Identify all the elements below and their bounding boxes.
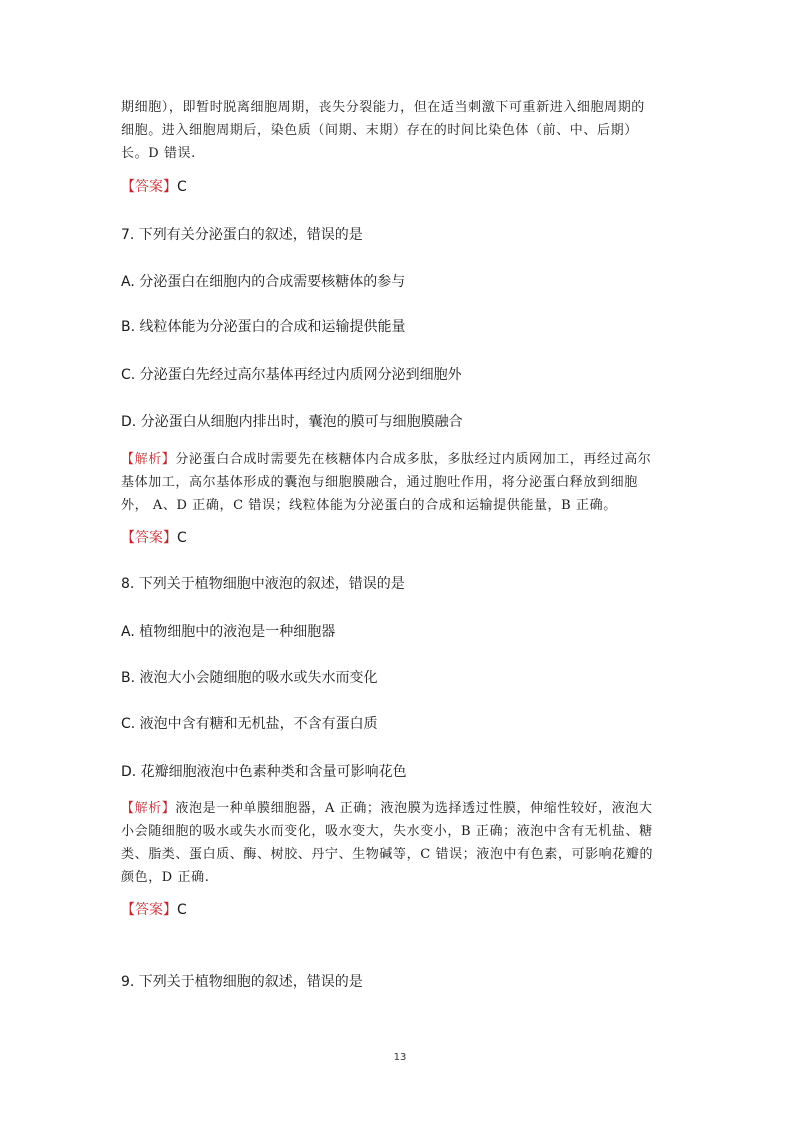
q7-analysis-line: 分泌蛋白合成时需要先在核糖体内合成多肽，多肽经过内质网加工，再经过高尔: [175, 452, 652, 467]
analysis-tag: 【解析】: [121, 452, 176, 467]
q7-stem: 7. 下列有关分泌蛋白的叙述，错误的是: [121, 227, 363, 243]
q8-analysis: [121, 797, 681, 889]
q7-option-b: B. 线粒体能为分泌蛋白的合成和运输提供能量: [121, 319, 406, 335]
q8-option-d: D. 花瓣细胞液泡中色素种类和含量可影响花色: [121, 764, 407, 780]
answer-tag: 【答案】: [121, 902, 177, 918]
prev-explanation-line: 细胞。进入细胞周期后，染色质（间期、末期）存在的时间比染色体（前、中、后期）: [121, 123, 638, 138]
answer-tag: 【答案】: [121, 530, 177, 546]
prev-explanation: [121, 96, 681, 165]
q7-analysis-line: 外， A、D 正确，C 错误；线粒体能为分泌蛋白的合成和运输提供能量，B 正确。: [121, 498, 617, 513]
q8-option-c: C. 液泡中含有糖和无机盐，不含有蛋白质: [121, 716, 378, 732]
answer-value: C: [177, 530, 187, 546]
analysis-tag: 【解析】: [121, 801, 176, 816]
prev-explanation-line: 期细胞），即暂时脱离细胞周期，丧失分裂能力，但在适当刺激下可重新进入细胞周期的: [121, 100, 645, 115]
q8-answer: [121, 899, 681, 919]
q8-option-b: B. 液泡大小会随细胞的吸水或失水而变化: [121, 670, 378, 686]
answer-tag: 【答案】: [121, 179, 177, 195]
page-number: 13: [393, 1052, 407, 1063]
q7-option-a: A. 分泌蛋白在细胞内的合成需要核糖体的参与: [121, 274, 406, 290]
answer-value: C: [177, 902, 187, 918]
q7-option-d: D. 分泌蛋白从细胞内排出时，囊泡的膜可与细胞膜融合: [121, 414, 463, 430]
answer-value: C: [177, 179, 187, 195]
q7-option-c: C. 分泌蛋白先经过高尔基体再经过内质网分泌到细胞外: [121, 367, 462, 383]
q7-analysis-line: 基体加工，高尔基体形成的囊泡与细胞膜融合，通过胞吐作用，将分泌蛋白释放到细胞: [121, 475, 638, 490]
q8-analysis-line: 颜色，D 正确.: [121, 870, 210, 885]
q8-analysis-line: 液泡是一种单膜细胞器，A 正确；液泡膜为选择透过性膜，伸缩性较好，液泡大: [175, 801, 653, 816]
q8-analysis-line: 类、脂类、蛋白质、酶、树胶、丹宁、生物碱等，C 错误；液泡中有色素，可影响花瓣的: [121, 847, 654, 862]
q8-option-a: A. 植物细胞中的液泡是一种细胞器: [121, 624, 336, 640]
prev-explanation-line: 长。D 错误.: [121, 146, 196, 161]
q8-stem: 8. 下列关于植物细胞中液泡的叙述，错误的是: [121, 576, 405, 592]
q7-answer: [121, 527, 681, 547]
q8-analysis-line: 小会随细胞的吸水或失水而变化，吸水变大，失水变小，B 正确；液泡中含有无机盐、糖: [121, 824, 653, 839]
q9-stem: 9. 下列关于植物细胞的叙述，错误的是: [121, 974, 363, 990]
prev-answer: [121, 176, 681, 196]
q7-analysis: [121, 448, 681, 517]
